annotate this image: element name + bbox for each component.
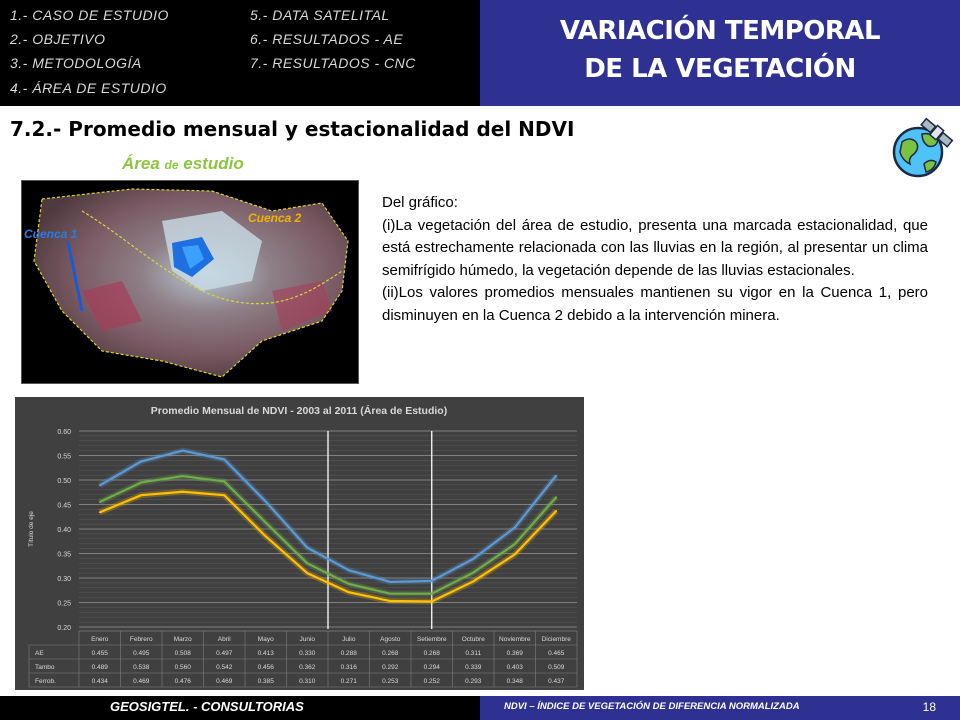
data-label: 0.348 (506, 678, 523, 685)
data-point (99, 501, 101, 503)
data-label: 0.268 (423, 650, 440, 657)
footer-bar (0, 696, 960, 720)
data-point (182, 475, 184, 477)
data-label: 0.434 (91, 678, 108, 685)
data-label: 0.316 (340, 664, 357, 671)
x-tick-label: Enero (91, 636, 109, 643)
data-point (431, 593, 433, 595)
data-label: 0.271 (340, 678, 357, 685)
x-tick-label: Diciembre (541, 636, 571, 643)
data-point (223, 459, 225, 461)
cuenca2-label: Cuenca 2 (248, 211, 302, 225)
footer-caption: NDVI – ÍNDICE DE VEGETACIÓN DE DIFERENCIA NORMALIZADA (504, 701, 800, 712)
data-point (306, 547, 308, 549)
y-tick-label: 0.60 (57, 429, 71, 436)
x-tick-label: Noviembre (499, 636, 531, 643)
data-label: 0.369 (506, 650, 523, 657)
data-point (265, 535, 267, 537)
data-label: 0.311 (465, 650, 482, 657)
data-label: 0.437 (548, 678, 565, 685)
data-point (514, 554, 516, 556)
study-area-map (21, 180, 359, 384)
data-point (472, 572, 474, 574)
data-point (140, 494, 142, 496)
data-point (472, 558, 474, 560)
y-tick-label: 0.50 (57, 478, 71, 485)
header-title-box (480, 0, 960, 106)
menu-item-area[interactable]: 4.- ÁREA DE ESTUDIO (10, 80, 167, 96)
y-tick-label: 0.30 (57, 576, 71, 583)
data-label: 0.385 (257, 678, 274, 685)
data-point (99, 484, 101, 486)
data-label: 0.268 (382, 650, 399, 657)
data-label: 0.403 (506, 664, 523, 671)
header-bar (0, 0, 960, 106)
data-point (389, 593, 391, 595)
data-label: 0.293 (465, 678, 482, 685)
explanation-text (382, 192, 928, 327)
series-name: AE (35, 650, 44, 657)
x-tick-label: Marzo (173, 636, 192, 643)
data-label: 0.288 (340, 650, 357, 657)
x-tick-label: Octubre (461, 636, 485, 643)
data-label: 0.542 (216, 664, 233, 671)
series-name: Tambo (35, 664, 55, 671)
chart-title: Promedio Mensual de NDVI - 2003 al 2011 (Área de Estudio) (150, 405, 448, 417)
data-label: 0.253 (382, 678, 399, 685)
data-point (514, 543, 516, 545)
data-point (348, 591, 350, 593)
satellite-globe-icon (890, 114, 956, 180)
data-point (555, 496, 557, 498)
y-tick-label: 0.35 (57, 551, 71, 559)
cuenca1-label: Cuenca 1 (24, 227, 78, 241)
data-label: 0.330 (299, 650, 316, 657)
y-axis-label: Título de eje (28, 511, 35, 547)
data-point (348, 569, 350, 571)
menu-item-resultados-cnc[interactable]: 7.- RESULTADOS - CNC (250, 55, 416, 71)
menu-item-data-satelital[interactable]: 5.- DATA SATELITAL (250, 7, 390, 23)
data-point (140, 460, 142, 462)
data-point (348, 583, 350, 585)
data-point (223, 494, 225, 496)
y-tick-label: 0.55 (57, 453, 71, 461)
data-label: 0.252 (423, 678, 440, 685)
data-label: 0.476 (174, 678, 191, 685)
y-tick-label: 0.40 (57, 527, 71, 534)
x-tick-label: Febrero (129, 636, 153, 643)
data-label: 0.465 (548, 650, 565, 657)
data-point (182, 491, 184, 493)
data-point (555, 510, 557, 512)
ndvi-chart (15, 397, 584, 690)
data-label: 0.294 (423, 664, 440, 671)
data-label: 0.508 (174, 650, 191, 657)
explanation-point-2: (ii)Los valores promedios mensuales mantienen su vigor en la Cuenca 1, pero disminuyen en la Cuenca 2 debido a la intervención minera. (382, 284, 928, 324)
x-tick-label: Setiembre (416, 636, 447, 643)
data-point (431, 580, 433, 582)
series-name: Ferrob. (35, 678, 56, 685)
area-title: Área de estudio (122, 154, 244, 173)
data-label: 0.469 (133, 678, 150, 685)
data-label: 0.489 (91, 664, 108, 671)
data-label: 0.538 (133, 664, 150, 671)
x-tick-label: Abril (217, 636, 231, 643)
data-point (555, 475, 557, 477)
data-point (99, 511, 101, 513)
data-point (514, 527, 516, 529)
menu-item-objetivo[interactable]: 2.- OBJETIVO (10, 31, 106, 47)
footer-box (480, 696, 960, 720)
data-label: 0.456 (257, 664, 274, 671)
data-label: 0.339 (465, 664, 482, 671)
data-label: 0.560 (174, 664, 191, 671)
data-label: 0.497 (216, 650, 233, 657)
data-point (306, 572, 308, 574)
header-title-line2: DE LA VEGETACIÓN (584, 54, 856, 84)
data-point (431, 601, 433, 603)
data-point (389, 600, 391, 602)
page-number: 18 (922, 700, 936, 714)
x-tick-label: Junio (299, 636, 316, 643)
data-label: 0.362 (299, 664, 316, 671)
data-point (223, 481, 225, 483)
x-tick-label: Julio (342, 636, 356, 643)
x-tick-label: Mayo (257, 636, 274, 643)
y-tick-label: 0.45 (57, 502, 71, 510)
data-label: 0.495 (133, 650, 150, 657)
footer-company: GEOSIGTEL. - CONSULTORIAS (110, 699, 304, 714)
data-label: 0.413 (257, 650, 274, 657)
header-title-line1: VARIACIÓN TEMPORAL (559, 16, 881, 46)
menu-item-metodologia[interactable]: 3.- METODOLOGÍA (10, 55, 142, 71)
section-title: 7.2.- Promedio mensual y estacionalidad del NDVI (10, 117, 575, 141)
data-point (140, 482, 142, 484)
data-point (306, 562, 308, 564)
data-point (182, 450, 184, 452)
data-point (265, 522, 267, 524)
explanation-intro: Del gráfico: (382, 194, 458, 211)
data-point (265, 501, 267, 503)
data-point (472, 581, 474, 583)
explanation-point-1: (i)La vegetación del área de estudio, presenta una marcada estacionalidad, que está estrechamente relacionada con las lluvias en la región, al presentar un clima semifrígido húmedo, la vegetación depende de las lluvias estacionales. (382, 216, 928, 279)
x-tick-label: Agosto (380, 636, 401, 643)
menu-item-caso[interactable]: 1.- CASO DE ESTUDIO (10, 7, 169, 23)
menu-item-resultados-ae[interactable]: 6.- RESULTADOS - AE (250, 31, 404, 47)
y-tick-label: 0.25 (57, 600, 71, 608)
data-label: 0.292 (382, 664, 399, 671)
data-label: 0.509 (548, 664, 565, 671)
data-point (389, 581, 391, 583)
data-label: 0.455 (91, 650, 108, 657)
data-label: 0.310 (299, 678, 316, 685)
y-tick-label: 0.20 (57, 625, 71, 632)
data-label: 0.469 (216, 678, 233, 685)
ndvi-chart-svg (15, 397, 584, 690)
